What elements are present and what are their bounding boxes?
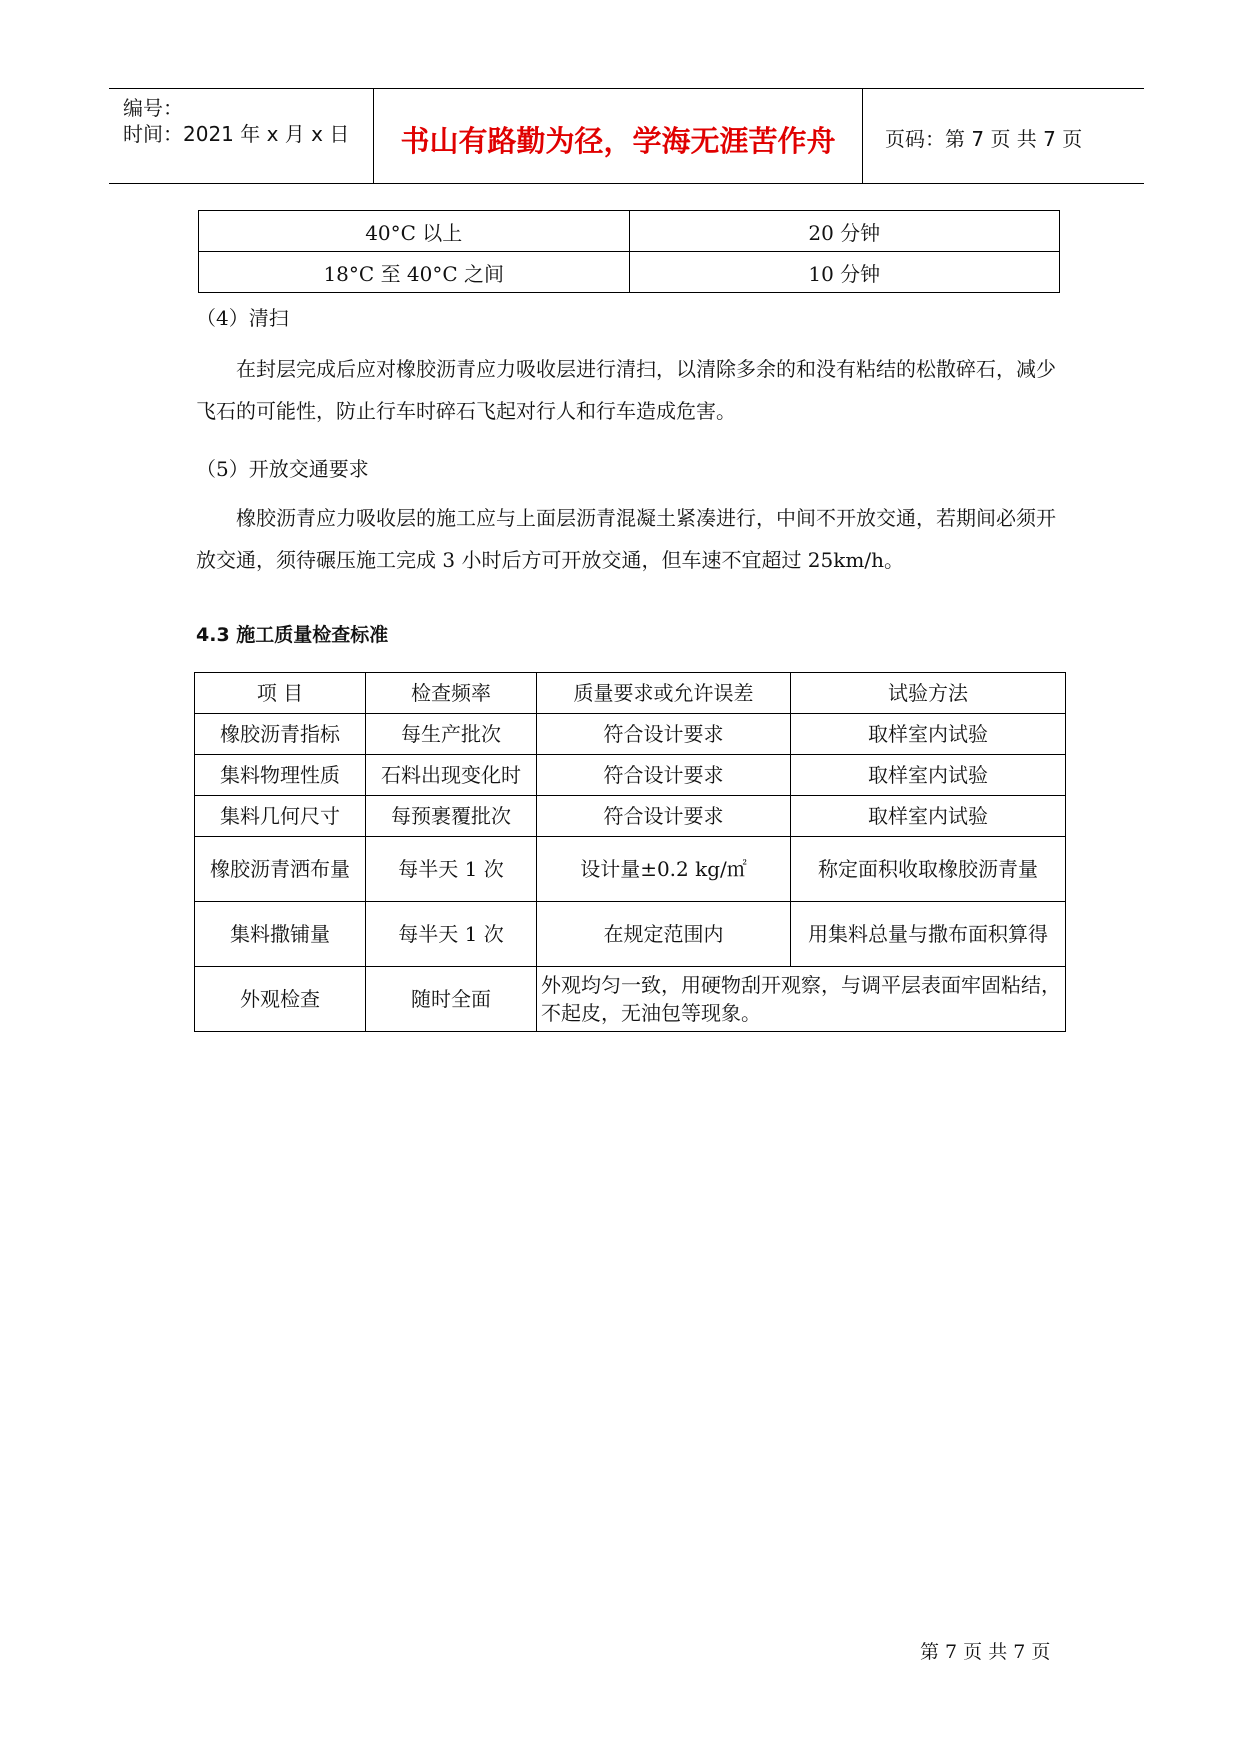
document-time-label: 时间：2021 年 x 月 x 日 [123,122,350,146]
header-page-info: 页码：第 7 页 共 7 页 [885,127,1083,151]
table-row [195,755,1066,796]
column-header: 试验方法 [791,673,1066,714]
table-cell: 取样室内试验 [791,755,1066,796]
table-cell: 每生产批次 [366,714,537,755]
table-cell: 集料物理性质 [195,755,366,796]
table-cell: 集料撒铺量 [195,902,366,967]
traffic-paragraph: 橡胶沥青应力吸收层的施工应与上面层沥青混凝土紧凑进行，中间不开放交通，若期间必须开放交通，须待碾压施工完成 3 小时后方可开放交通，但车速不宜超过 25km/h。 [196,506,1056,572]
header-motto: 书山有路勤为径，学海无涯苦作舟 [400,124,836,158]
table-cell: 外观检查 [195,967,366,1032]
document-number-label: 编号： [123,96,183,120]
table-row [195,967,1066,1032]
table-cell: 符合设计要求 [537,796,791,837]
table-cell: 每预裹覆批次 [366,796,537,837]
table-cell: 随时全面 [366,967,537,1032]
table-cell: 20 分钟 [629,211,1060,252]
table-row [195,837,1066,902]
table-cell: 10 分钟 [629,252,1060,293]
table-cell: 石料出现变化时 [366,755,537,796]
page-header [109,88,1144,184]
table-cell: 橡胶沥青指标 [195,714,366,755]
table-row [195,796,1066,837]
section-heading-quality: 4.3 施工质量检查标准 [196,624,389,646]
clean-paragraph: 在封层完成后应对橡胶沥青应力吸收层进行清扫，以清除多余的和没有粘结的松散碎石，减少飞石的可能性，防止行车时碎石飞起对行人和行车造成危害。 [196,357,1056,423]
table-cell: 40°C 以上 [199,211,630,252]
clean-heading: （4）清扫 [196,306,289,330]
table-cell: 橡胶沥青洒布量 [195,837,366,902]
table-cell: 外观均匀一致，用硬物刮开观察，与调平层表面牢固粘结，不起皮，无油包等现象。 [537,967,1066,1032]
column-header: 质量要求或允许误差 [537,673,791,714]
table-cell: 符合设计要求 [537,714,791,755]
table-cell: 取样室内试验 [791,714,1066,755]
column-header: 检查频率 [366,673,537,714]
temperature-time-table [198,210,1060,293]
table-row [199,252,1060,293]
header-motto-cell [373,89,863,183]
table-cell: 符合设计要求 [537,755,791,796]
page-footer: 第 7 页 共 7 页 [920,1641,1051,1663]
table-row [199,211,1060,252]
table-cell: 18°C 至 40°C 之间 [199,252,630,293]
table-row [195,902,1066,967]
table-row [195,714,1066,755]
quality-inspection-table [194,672,1066,1032]
table-cell: 在规定范围内 [537,902,791,967]
table-cell: 用集料总量与撒布面积算得 [791,902,1066,967]
traffic-heading: （5）开放交通要求 [196,457,369,481]
table-cell: 集料几何尺寸 [195,796,366,837]
table-cell: 取样室内试验 [791,796,1066,837]
column-header: 项 目 [195,673,366,714]
table-cell: 每半天 1 次 [366,902,537,967]
table-cell: 每半天 1 次 [366,837,537,902]
table-cell: 设计量±0.2 kg/㎡ [537,837,791,902]
table-header-row [195,673,1066,714]
header-left [109,89,373,183]
table-cell: 称定面积收取橡胶沥青量 [791,837,1066,902]
